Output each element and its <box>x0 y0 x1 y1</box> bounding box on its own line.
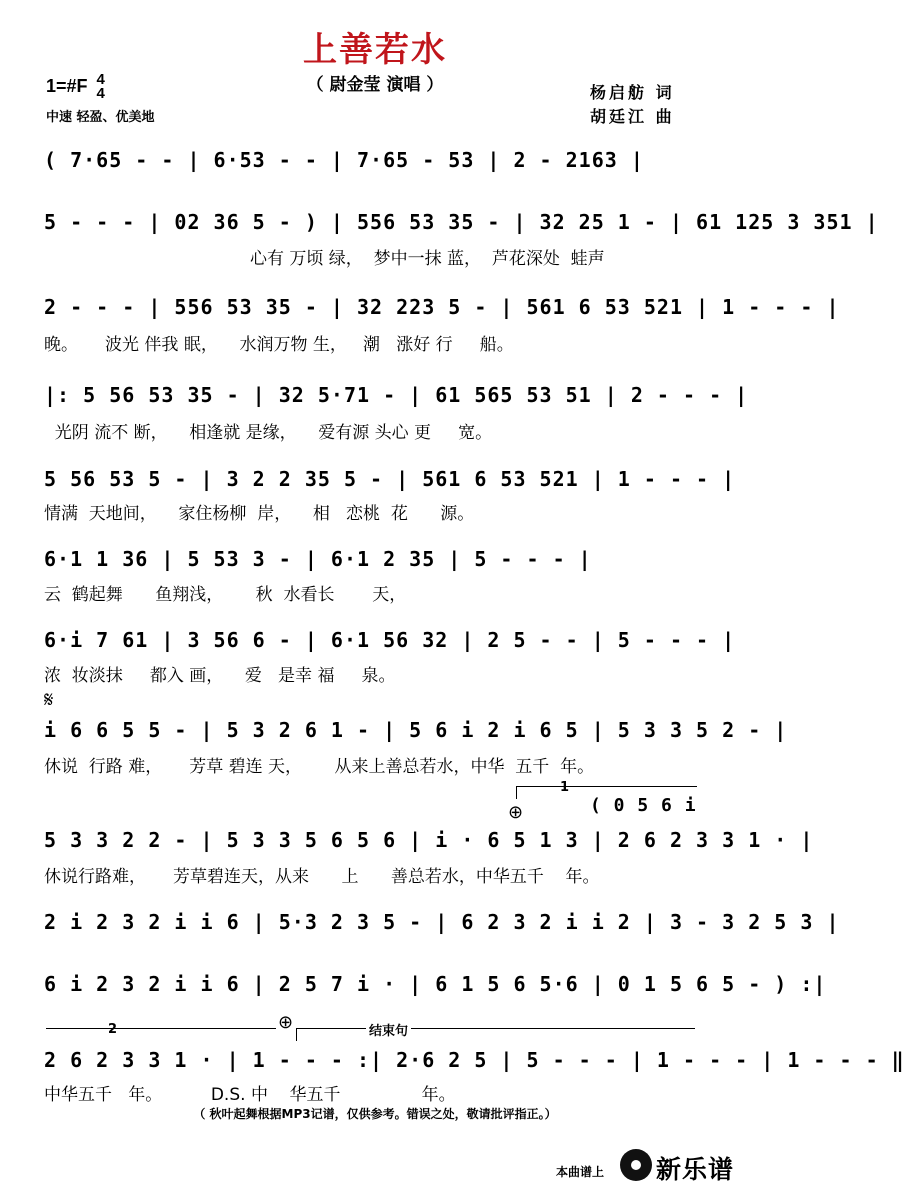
lyric-line-8: 休说 行路 难， 芳草 碧连 天， 从来上善总若水，中华 五千 年。 <box>44 757 595 777</box>
source-prefix: 本曲谱上 <box>556 1165 605 1179</box>
notation-line-1: ( 7·65 - - | 6·53 - - | 7·65 - 53 | 2 - 2163 | <box>44 148 644 172</box>
song-title: 上善若水 <box>303 30 447 70</box>
lyricist-credit: 杨启舫 词 <box>590 83 675 102</box>
lyric-line-3: 晚。 波光 伴我 眠， 水润万物 生， 潮 涨好 行 船。 <box>44 335 514 355</box>
lyric-line-6: 云 鹤起舞 鱼翔浅， 秋 水看长 天， <box>44 585 407 605</box>
notation-line-10: 2 i 2 3 2 i i 6 | 5·3 2 3 5 - | 6 2 3 2 i i 2 | 3 - 3 2 5 3 | <box>44 910 840 934</box>
ending-bracket <box>296 1028 695 1041</box>
lyric-line-9: 休说行路难， 芳草碧连天，从来 上 善总若水，中华五千 年。 <box>44 867 600 887</box>
lyric-line-4: 光阴 流不 断， 相逢就 是缘， 爱有源 头心 更 宽。 <box>44 423 493 443</box>
time-bottom: 4 <box>96 85 105 102</box>
composer-credit: 胡廷江 曲 <box>590 107 675 126</box>
coda-sign: ⊕ <box>508 802 524 823</box>
notation-line-9: 5 3 3 2 2 - | 5 3 3 5 6 5 6 | i · 6 5 1 3 | 2 6 2 3 3 1 · | <box>44 828 814 852</box>
notation-line-5: 5 56 53 5 - | 3 2 2 35 5 - | 561 6 53 521 | 1 - - - | <box>44 467 736 491</box>
footer-note: （ 秋叶起舞根据MP3记谱，仅供参考。错误之处，敬请批评指正。） <box>193 1107 557 1121</box>
notation-line-7: 6·i 7 61 | 3 56 6 - | 6·1 56 32 | 2 5 - - | 5 - - - | <box>44 628 736 652</box>
notation-line-8: i 6 6 5 5 - | 5 3 2 6 1 - | 5 6 i 2 i 6 5 | 5 3 3 5 2 - | <box>44 718 788 742</box>
coda-sign-end: ⊕ <box>278 1012 294 1033</box>
key-label: 1=#F <box>46 75 88 96</box>
time-signature <box>97 73 105 101</box>
lyric-line-12: 中华五千 年。 D.S. 中 华五千 年。 <box>44 1085 456 1105</box>
ending-label: 结束句 <box>366 1020 411 1039</box>
notation-line-6: 6·1 1 36 | 5 53 3 - | 6·1 2 35 | 5 - - - | <box>44 547 592 571</box>
notation-line-4: |: 5 56 53 35 - | 32 5·71 - | 61 565 53 51 | 2 - - - | <box>44 383 749 407</box>
record-icon <box>620 1149 652 1181</box>
notation-line-2: 5 - - - | 02 36 5 - ) | 556 53 35 - | 32 25 1 - | 61 125 3 351 | <box>44 210 879 234</box>
brand-name: 新乐谱 <box>656 1155 735 1184</box>
key-signature <box>46 73 105 101</box>
segno-sign: 𝄋 <box>44 688 54 713</box>
site-logo[interactable] <box>620 1146 745 1186</box>
second-ending-number: 2 <box>108 1022 118 1037</box>
notation-line-3: 2 - - - | 556 53 35 - | 32 223 5 - | 561 6 53 521 | 1 - - - | <box>44 295 840 319</box>
notation-line-12: 2 6 2 3 3 1 · | 1 - - - :| 2·6 2 5 | 5 - - - | 1 - - - | 1 - - - ‖ <box>44 1048 905 1072</box>
performer-credit: （ 尉金莹 演唱 ） <box>306 75 444 95</box>
notation-line-11: 6 i 2 3 2 i i 6 | 2 5 7 i · | 6 1 5 6 5·6 | 0 1 5 6 5 - ) :| <box>44 972 827 996</box>
lyric-line-2: 心有 万顷 绿， 梦中一抹 蓝， 芦花深处 蛙声 <box>250 249 605 269</box>
pickup-notes: ( 0 5 6 i <box>590 795 697 816</box>
lyric-line-5: 情满 天地间， 家住杨柳 岸， 相 恋桃 花 源。 <box>44 504 475 524</box>
second-ending-bracket <box>46 1028 276 1041</box>
first-ending-number: 1 <box>560 780 570 795</box>
time-top: 4 <box>96 71 105 88</box>
tempo-marking: 中速 轻盈、优美地 <box>46 110 155 125</box>
lyric-line-7: 浓 妆淡抹 都入 画， 爱 是幸 福 泉。 <box>44 666 396 686</box>
